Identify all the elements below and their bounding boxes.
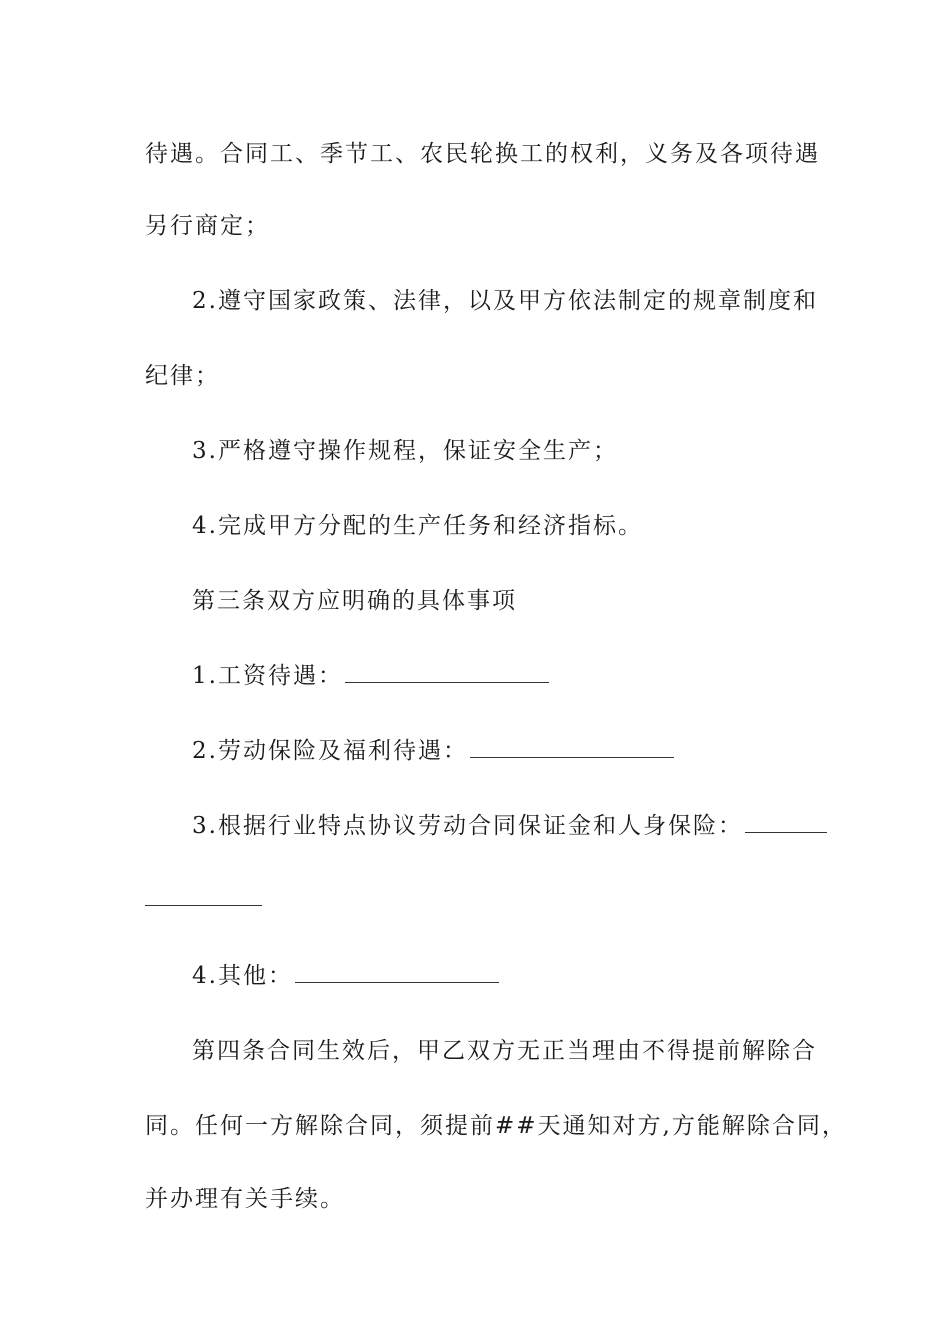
- list-item: [192, 436, 618, 466]
- fill-in-blank: [145, 885, 262, 906]
- list-item: [192, 286, 818, 316]
- paragraph-line: [192, 1036, 817, 1066]
- list-item: [192, 811, 827, 841]
- paragraph-line: [145, 1111, 847, 1141]
- line-text: 3.严格遵守操作规程，保证安全生产；: [192, 438, 618, 464]
- line-text: 4.其他：: [192, 963, 293, 989]
- fill-in-blank: [295, 962, 499, 983]
- fill-in-blank: [345, 662, 549, 683]
- list-item: [192, 661, 549, 691]
- line-text: 2.劳动保险及福利待遇：: [192, 738, 468, 764]
- blank-continuation: [145, 884, 262, 914]
- line-text: 第三条双方应明确的具体事项: [192, 588, 517, 614]
- line-text: 并办理有关手续。: [145, 1186, 345, 1212]
- line-text: 纪律；: [145, 363, 220, 389]
- list-item: [192, 736, 674, 766]
- paragraph-line: [145, 361, 220, 391]
- line-text: 2.遵守国家政策、法律，以及甲方依法制定的规章制度和: [192, 288, 818, 314]
- line-text: 4.完成甲方分配的生产任务和经济指标。: [192, 513, 643, 539]
- paragraph-line: [145, 211, 270, 241]
- section-heading: [192, 586, 517, 616]
- fill-in-blank: [745, 812, 827, 833]
- line-text: 另行商定；: [145, 213, 270, 239]
- list-item: [192, 511, 643, 541]
- fill-in-blank: [470, 737, 674, 758]
- paragraph-line: [145, 1184, 345, 1214]
- paragraph-line: [145, 139, 820, 169]
- line-text: 同。任何一方解除合同，须提前##天通知对方,方能解除合同，: [145, 1113, 847, 1139]
- line-text: 3.根据行业特点协议劳动合同保证金和人身保险：: [192, 813, 743, 839]
- list-item: [192, 961, 499, 991]
- line-text: 待遇。合同工、季节工、农民轮换工的权利，义务及各项待遇: [145, 141, 820, 167]
- line-text: 1.工资待遇：: [192, 663, 343, 689]
- line-text: 第四条合同生效后，甲乙双方无正当理由不得提前解除合: [192, 1038, 817, 1064]
